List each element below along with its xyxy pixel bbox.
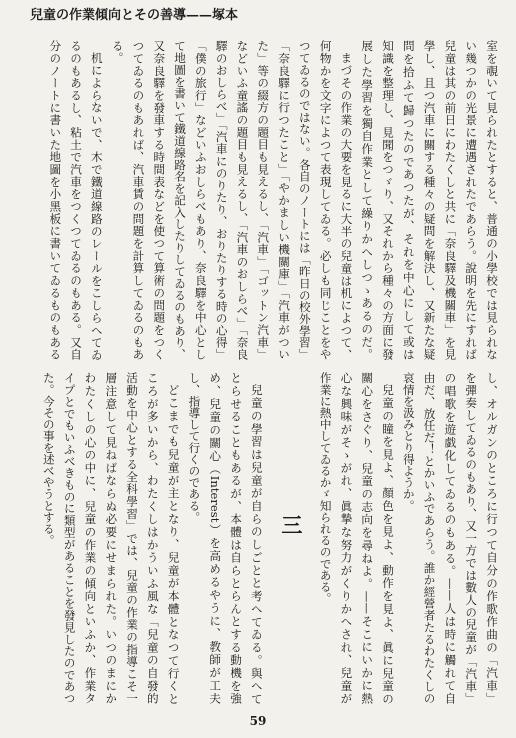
text-column: て地圖を書いて鐵道線路名を記入したりしてゐるのもあり、 xyxy=(173,40,188,360)
text-column: 心な興味がそゝがれ、眞摯な努力がくりかへされ、兒童が xyxy=(339,372,354,704)
text-column: とらせることもあるが、本體は自らとらんとする動機を強 xyxy=(229,372,244,704)
text-column: 分のノートに書いた地圖を小黑板に書いてゐるものもある xyxy=(48,40,63,360)
text-column: 作業に熱中してゐるかゞ知られるのである。 xyxy=(318,372,333,604)
text-column: 由だ、放任だ！とかいふであらう。誰か經營者たるわたくしの xyxy=(422,372,437,704)
text-column: どこまでも兒童が主となり、兒童が本體となつて行くと xyxy=(166,383,181,704)
page-number: 59 xyxy=(249,714,267,728)
lower-text-block xyxy=(38,372,502,704)
text-column: 驛のおしらべ」「汽車にのりたり、おりたりする時の心得」 xyxy=(214,40,229,360)
text-column: 兒童の瞳を見よ、顏色を見よ、動作を見よ、眞に兒童の xyxy=(381,383,396,704)
text-column: 「奈良驛に行つたこと」「やかましい機關庫」「汽車がつい xyxy=(277,40,292,360)
text-column: 「僕の旅行」などいふおしらべもあり、奈良驛を中心とし xyxy=(193,40,208,360)
text-column: 兒童の學習は兒童が自らのしごとと考へてゐる。與へて xyxy=(249,383,264,704)
text-column: を彈奏してゐるのもあり、又一方では數人の兒童が「汽車」 xyxy=(464,372,479,704)
text-column: 室を覗いて見られたとすると、普通の小學校では見られな xyxy=(485,40,499,360)
section-number-label: 三 xyxy=(278,513,304,535)
text-column: まづその作業の大要を見るに大半の兒童は机によつて、 xyxy=(339,51,354,360)
text-column: 層注意して見ねばならぬ必要にせまられた。いつのまにか xyxy=(104,372,119,704)
text-column: め、兒童の關心（Interest）を高めるやうに、教師が工夫 xyxy=(208,372,223,704)
text-column: イプとでもいふべきものに類型があることを發見したのであつ xyxy=(62,372,77,704)
text-column: 机によらないで、木で鐵道線路のレールをこしらへてゐ xyxy=(89,51,104,360)
text-column: 何物かを文字によつて表現してゐる。必しも同じことをや xyxy=(318,40,333,360)
text-column: 哀情を汲みとり得ようか。 xyxy=(401,372,416,512)
section-number xyxy=(267,372,315,704)
upper-text-block xyxy=(44,40,502,360)
text-column: わたくしの心の中に、兒童の作業の傾向といふか、作業タ xyxy=(83,372,98,704)
text-column: るのもあるし、粘土で汽車をつくつてゐるのもある。又自 xyxy=(69,40,84,360)
text-column: ころが多いから、わたくしはかういふ風な「兒童の自發的 xyxy=(145,372,160,704)
text-column: 又奈良驛を發車する時間表などを使つて算術の問題をつく xyxy=(152,40,167,360)
running-header: 兒童の作業傾向とその善導——塚本 xyxy=(30,8,239,23)
text-column: た。今その事を述べやうとする。 xyxy=(41,372,56,546)
text-column: つてゐるのもあれば、汽車賃の問題を計算してゐるのもあ xyxy=(131,40,146,360)
text-column: 學し、且つ汽車に關する種々の疑問を解決し、又新たな疑 xyxy=(422,40,437,360)
text-column: し、オルガンのところに行つて自分の作歌作曲の「汽車」 xyxy=(485,372,499,704)
text-column: 兒童は其の前日にわたくしと共に「奈良驛及機關車」を見 xyxy=(443,40,458,360)
text-column: 活動を中心とする全科學習」では、兒童の作業の指導こそ一 xyxy=(125,372,140,704)
text-column: 展した學習を獨自作業として繰りかへしつゝあるのだ。 xyxy=(360,40,375,360)
text-column: などいふ童謠の題目も見えるし、「汽車のおしらべ」「奈良 xyxy=(235,40,250,360)
text-column: い幾つかの光景に遭遇されたであらう。說明を先にすれば xyxy=(464,40,479,360)
text-column: た」等の綴方の題目も見えるし、「汽車」「ゴットン汽車」 xyxy=(256,40,271,360)
text-column: し、指導して行くのである。 xyxy=(187,372,202,523)
text-column: 關心をさぐり、兒童の志向を尋ねよ。——そこにいかに熱 xyxy=(360,372,375,704)
text-column: つてゐるのではない。各自のノートには「昨日の校外學習」 xyxy=(297,40,312,360)
text-column: 問を拾ふて歸つたのであつたが、それを中心にして或は xyxy=(401,40,416,360)
text-column: の唱歌を遊戯化してゐるのもある。——人は時に觸れて自 xyxy=(443,372,458,704)
text-column: 知識を整理し、見聞をつゞり、又それから種々の方面に發 xyxy=(381,40,396,360)
text-column: る。 xyxy=(110,40,125,64)
